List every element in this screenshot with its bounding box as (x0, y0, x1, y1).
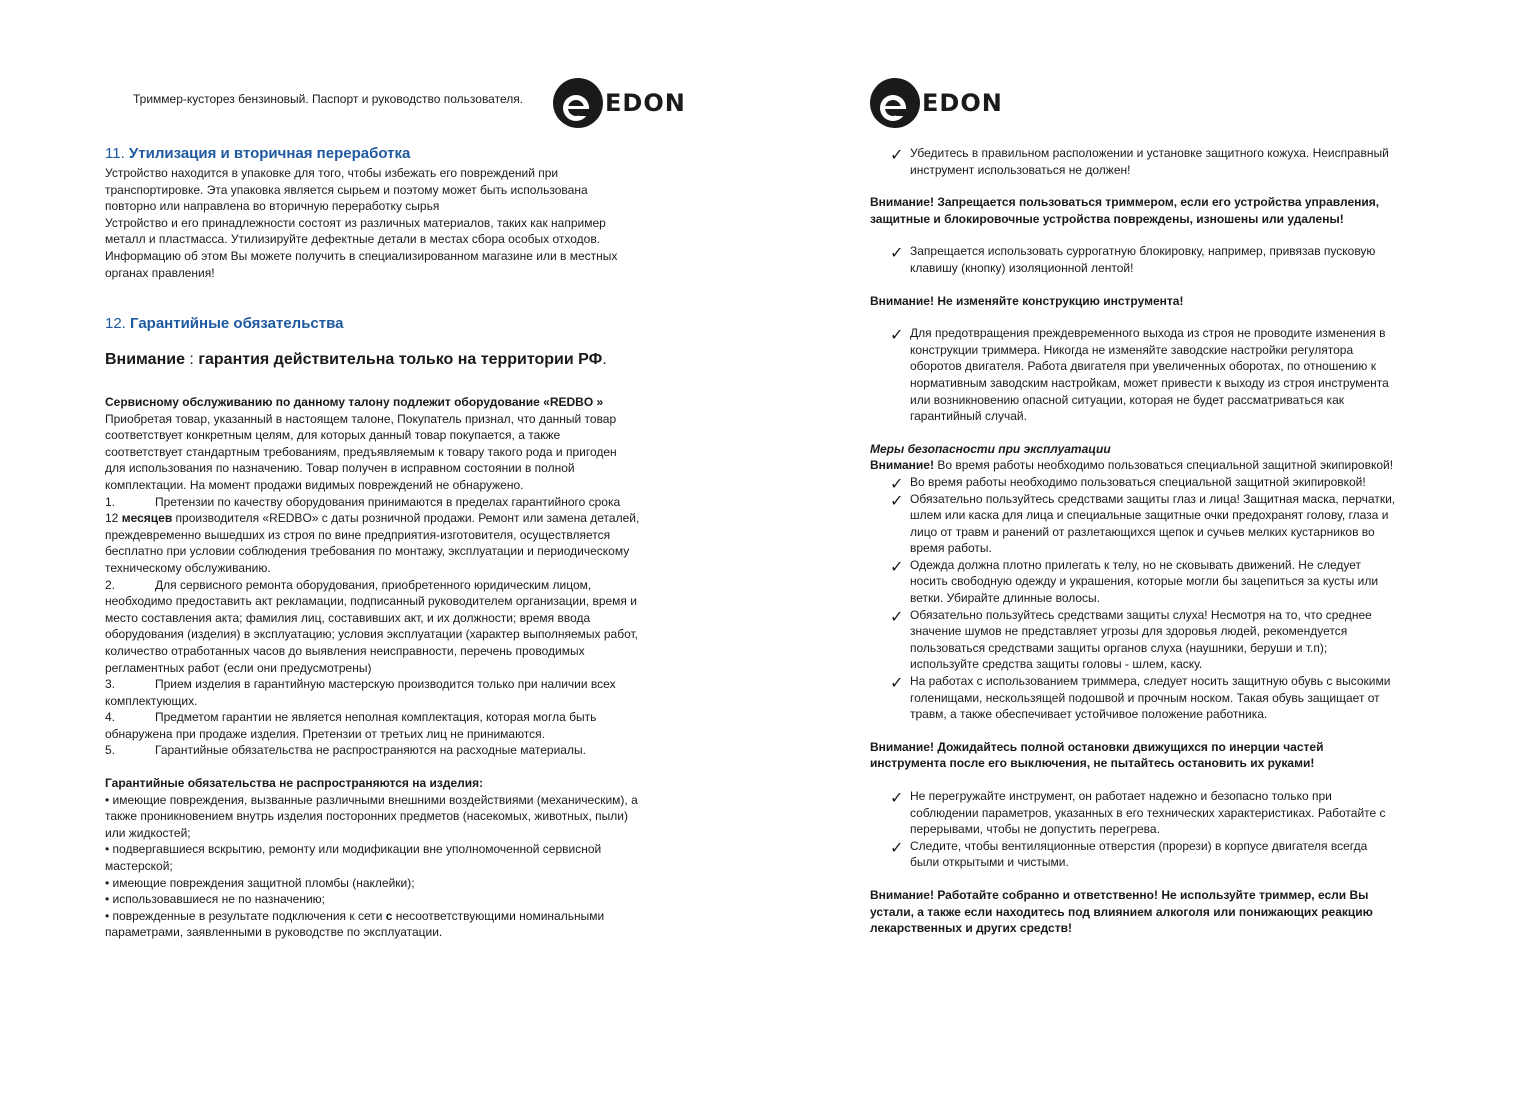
notice-text: гарантия действительна только на территории РФ (198, 351, 603, 368)
notice-label: Внимание (105, 351, 185, 368)
item-text: производителя «REDBO» с даты розничной продажи. Ремонт или замена деталей, (175, 511, 640, 526)
text-line: конструкции триммера. Никогда не изменяйте заводские настройки регулятора (910, 342, 1354, 357)
text-part: с (385, 908, 393, 923)
exclusions-heading: Гарантийные обязательства не распространяются на изделия: (105, 776, 484, 791)
text-line: ветки. Убирайте длинные волосы. (910, 591, 1101, 606)
checkmark-icon: ✓ (890, 790, 904, 807)
warning-line: защитные и блокировочные устройства повреждены, изношены или удалены! (870, 211, 1344, 226)
warning-line: инструмента после его выключения, не пытайтесь остановить их руками! (870, 756, 1315, 771)
text-line: соответствует стандартным требованиям, предъявляемым к товару такого рода и пригоден (105, 444, 617, 459)
text-line: носить свободную одежду и украшения, которые могли бы зацепиться за кусты или (910, 574, 1379, 589)
item-text: Предметом гарантии не является неполная комплектация, которая могла быть (155, 710, 597, 725)
text-line: Обязательно пользуйтесь средствами защиты глаз и лица! Защитная маска, перчатки, (910, 491, 1396, 506)
text-line: Для предотвращения преждевременного выхода из строя не проводите изменения в (910, 326, 1386, 341)
text-line: Информацию об этом Вы можете получить в специализированном магазине или в местных (105, 248, 618, 263)
edon-logo (553, 78, 686, 128)
check-item (870, 838, 1440, 871)
text-line: для использования по назначению. Товар получен в исправном состоянии в полной (105, 461, 575, 476)
text-line: используйте средства защиты головы - шлем, каску. (910, 657, 1203, 672)
text-line: Убедитесь в правильном расположении и установке защитного кожуха. Неисправный (910, 146, 1389, 160)
logo-wordmark: EDON (922, 89, 1003, 117)
section-title-text: Утилизация и вторичная переработка (128, 145, 411, 162)
warning-line: Внимание! Работайте собранно и ответственно! Не используйте триммер, если Вы (870, 887, 1369, 902)
text-line: перерывами, чтобы не допустить перегрева. (910, 822, 1160, 837)
service-heading: Сервисному обслуживанию по данному талону подлежит оборудование «REDBO » (105, 395, 604, 409)
text-line: комплектации. На момент продажи видимых повреждений не обнаружено. (105, 477, 524, 492)
check-item (870, 325, 1440, 425)
right-column (870, 145, 1440, 937)
warning-line: Внимание! Не изменяйте конструкцию инструмента! (870, 293, 1184, 308)
text-line: повторно или направлена во вторичную переработку сырья (105, 199, 440, 214)
safety-heading: Меры безопасности при эксплуатации (870, 441, 1111, 456)
text-line: пользоваться средствами защиты органов слуха (наушники, беруши и т.п); (910, 640, 1328, 655)
text-line: мастерской; (105, 859, 173, 874)
text-line: Запрещается использовать суррогатную блокировку, например, привязав пусковую (910, 244, 1376, 259)
item-3 (105, 676, 695, 693)
text-line: травм, а также обеспечивает устойчивое положение работника. (910, 707, 1268, 722)
checkmark-icon: ✓ (890, 327, 904, 345)
text-line: Во время работы необходимо пользоваться специальной защитной экипировкой! (910, 474, 1366, 489)
logo-e-icon (870, 78, 920, 128)
notice-sep: : (184, 351, 199, 368)
text-line: комплектующих. (105, 693, 198, 708)
section-12-title (105, 315, 344, 332)
text-line: Одежда должна плотно прилегать к телу, но не сковывать движений. Не следует (910, 557, 1362, 572)
text-line: инструмент использоваться не должен! (910, 162, 1131, 177)
logo-e-icon (553, 78, 603, 128)
item-2 (105, 577, 695, 594)
header-text: Триммер-кусторез бензиновый. Паспорт и руководство пользователя. (133, 92, 524, 106)
checkmark-icon: ✓ (890, 558, 904, 576)
section-11-body (105, 165, 685, 281)
text-line: лицо от травм и ранений от разлетающихся щепок и сучьев мелких кустарников во (910, 524, 1375, 539)
item-number: 5. (105, 743, 116, 758)
text-line: место составления акта; фамилия лиц, составивших акт, и их должности; время ввода (105, 610, 591, 625)
notice-end: . (602, 351, 607, 368)
text-line: параметрами, заявленными в руководстве по эксплуатации. (105, 925, 443, 940)
edon-logo-right (870, 78, 1003, 128)
item-number: 3. (105, 677, 116, 692)
text-line: количество отработанных часов до выявления неисправности, перечень проводимых (105, 643, 585, 658)
item-1-cont (105, 510, 695, 527)
check-item (870, 673, 1440, 723)
text-line: металл и пластмасса. Утилизируйте дефектные детали в местах сбора особых отходов. (105, 232, 601, 247)
text-line: • имеющие повреждения, вызванные различными внешними воздействиями (механическим), а (105, 792, 638, 807)
item-number: 1. (105, 494, 116, 509)
text-part: несоответствующими номинальными (392, 908, 605, 923)
text-line: были открытыми и чистыми. (910, 855, 1069, 870)
months-word: месяцев (121, 511, 173, 526)
text-line: оборотов двигателя. Работа двигателя при увеличенных оборотах, по отношению к (910, 359, 1376, 374)
item-4 (105, 709, 695, 726)
section-12-body (105, 394, 695, 941)
item-1 (105, 494, 695, 511)
text-line: голенищами, нескользящей подошвой и прочным носком. Такая обувь защищает от (910, 690, 1380, 705)
text-line: преждевременно вышедших из строя по вине предприятия-изготовителя, осуществляется (105, 527, 611, 542)
text-line: На работах с использованием триммера, следует носить защитную обувь с высокими (910, 674, 1391, 689)
checkmark-icon: ✓ (890, 245, 904, 263)
text-line: обнаружена при продаже изделия. Претензии от третьих лиц не принимаются. (105, 726, 546, 741)
text-line: • имеющие повреждения защитной пломбы (наклейки); (105, 875, 415, 890)
warning-text: Во время работы необходимо пользоваться специальной защитной экипировкой! (933, 458, 1394, 473)
check-item (870, 243, 1440, 276)
checkmark-icon: ✓ (890, 475, 904, 493)
section-number: 12. (105, 315, 126, 332)
text-line: нормативным заводским настройкам, может привести к выходу из строя инструмента (910, 375, 1389, 390)
warning-line: лекарственных и других средств! (870, 921, 1072, 936)
check-item (870, 557, 1440, 607)
warranty-months: 12 (105, 511, 119, 526)
text-part: • поврежденные в результате подключения к сети (105, 908, 386, 923)
text-line: Обязательно пользуйтесь средствами защиты слуха! Несмотря на то, что среднее (910, 607, 1372, 622)
text-line: шлем или каска для лица и специальные защитные очки предохранят голову, глаза и (910, 508, 1389, 523)
text-line: Не перегружайте инструмент, он работает надежно и безопасно только при (910, 789, 1332, 803)
checkmark-icon: ✓ (890, 675, 904, 693)
text-line: • подвергавшиеся вскрытию, ремонту или модификации вне уполномоченной сервисной (105, 842, 602, 857)
text-line: или жидкостей; (105, 825, 191, 840)
text-line: соответствует конкретным целям, для которых данный товар покупается, а также (105, 428, 561, 443)
check-item (870, 491, 1440, 557)
section-number: 11. (105, 145, 125, 162)
checkmark-icon: ✓ (890, 492, 904, 510)
text-line: регламентных работ (если они предусмотрены) (105, 660, 372, 675)
text-line: Устройство находится в упаковке для того, чтобы избежать его повреждений при (105, 166, 559, 180)
check-item (870, 607, 1440, 673)
item-text: Претензии по качеству оборудования принимаются в пределах гарантийного срока (155, 494, 621, 509)
text-line: техническому обслуживанию. (105, 560, 271, 575)
text-line: значение шумов не представляет угрозы для здоровья людей, рекомендуется (910, 624, 1348, 639)
safety-warning (870, 457, 1440, 474)
item-text: Прием изделия в гарантийную мастерскую производится только при наличии всех (155, 677, 616, 692)
warning-line: Внимание! Запрещается пользоваться триммером, если его устройства управления, (870, 195, 1380, 210)
item-text: Гарантийные обязательства не распространяются на расходные материалы. (155, 743, 586, 758)
item-number: 2. (105, 577, 116, 592)
text-line: клавишу (кнопку) изоляционной лентой! (910, 260, 1134, 275)
warning-line: устали, а также если находитесь под влиянием алкоголя или понижающих реакцию (870, 904, 1373, 919)
checkmark-icon: ✓ (890, 839, 904, 857)
item-text: Для сервисного ремонта оборудования, приобретенного юридическим лицом, (155, 577, 592, 592)
exclusion-last (105, 908, 695, 925)
text-line: соблюдении параметров, указанных в его технических характеристиках. Работайте с (910, 805, 1386, 820)
section-11-title (105, 145, 410, 162)
item-5 (105, 742, 695, 759)
checkmark-icon: ✓ (890, 147, 904, 164)
text-line: необходимо предоставить акт рекламации, подписанный руководителем организации, время и (105, 594, 637, 609)
text-line: гарантийный случай. (910, 409, 1027, 424)
section-title-text: Гарантийные обязательства (130, 315, 344, 332)
checkmark-icon: ✓ (890, 608, 904, 626)
text-line: также проникновением внутрь изделия посторонних предметов (насекомых, животных, пыли) (105, 809, 628, 824)
text-line: Устройство и его принадлежности состоят из различных материалов, таких как например (105, 215, 606, 230)
text-line: время работы. (910, 541, 992, 556)
text-line: оборудования (изделия) в эксплуатацию; условия эксплуатации (характер выполняемых работ, (105, 627, 639, 642)
text-line: Следите, чтобы вентиляционные отверстия (прорези) в корпусе двигателя всегда (910, 838, 1368, 853)
warning-label: Внимание! (870, 458, 934, 473)
item-number: 4. (105, 710, 116, 725)
text-line: • использовавшиеся не по назначению; (105, 892, 326, 907)
text-line: транспортировке. Эта упаковка является сырьем и поэтому может быть использована (105, 182, 588, 197)
logo-wordmark: EDON (605, 89, 686, 117)
warranty-notice (105, 351, 607, 369)
check-item (870, 474, 1440, 491)
text-line: Приобретая товар, указанный в настоящем талоне, Покупатель признал, что данный товар (105, 411, 617, 426)
text-line: бесплатно при условии соблюдения требования по монтажу, эксплуатации и периодическому (105, 544, 630, 559)
text-line: или возникновению опасной ситуации, которая не будет рассматриваться как (910, 392, 1344, 407)
warning-line: Внимание! Дожидайтесь полной остановки движущихся по инерции частей (870, 739, 1324, 754)
text-line: органах правления! (105, 265, 215, 280)
check-item (870, 788, 1440, 838)
check-item (870, 145, 1440, 178)
